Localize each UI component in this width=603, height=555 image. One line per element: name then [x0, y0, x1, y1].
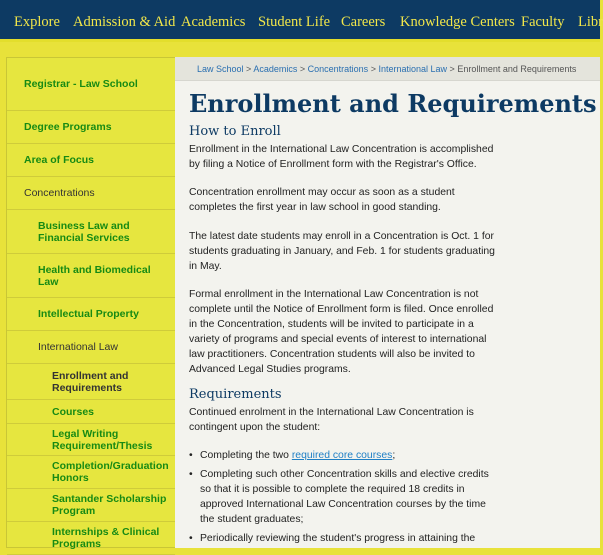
breadcrumb-separator: > — [299, 64, 306, 74]
list-item: • Completing such other Concentration skills and elective credits so that it is possible to complete the required 18 credits in approved International Law Concentration courses by the time the student graduates; — [189, 467, 501, 527]
breadcrumb-current: Enrollment and Requirements — [457, 64, 577, 74]
enroll-paragraph-4: Formal enrollment in the International Law Concentration is not complete until the Notice of Enrollment form is filed. Once enrolled in the Concentration, students will be invited to participate in a variety of programs and special events of interest to international law practitioners. Concentration students will also be invited to Advanced Legal Studies programs. — [189, 289, 494, 375]
sidebar — [6, 57, 175, 548]
nav-faculty[interactable]: Faculty — [521, 14, 565, 30]
sidebar-item-completion-honors[interactable]: Completion/Graduation Honors — [7, 456, 175, 489]
nav-admission-aid[interactable]: Admission & Aid — [73, 14, 176, 30]
sidebar-item-area-of-focus[interactable]: Area of Focus — [7, 144, 175, 177]
sidebar-item-courses[interactable]: Courses — [7, 400, 175, 424]
nav-academics[interactable]: Academics — [181, 14, 246, 30]
nav-student-life[interactable]: Student Life — [258, 14, 331, 30]
nav-explore[interactable]: Explore — [14, 14, 60, 30]
sidebar-item-health-biomedical-law[interactable]: Health and Biomedical Law — [7, 254, 175, 298]
breadcrumb-link-law-school[interactable]: Law School — [197, 64, 244, 74]
sidebar-item-legal-writing[interactable]: Legal Writing Requirement/Thesis — [7, 424, 175, 456]
top-navigation — [0, 0, 603, 42]
sidebar-item-international-law[interactable]: International Law — [7, 331, 175, 364]
breadcrumb-separator: > — [246, 64, 252, 74]
breadcrumb-link-academics[interactable]: Academics — [253, 64, 298, 74]
main-content — [175, 57, 600, 548]
nav-libraries[interactable]: Libr — [578, 14, 603, 30]
requirements-list — [189, 448, 501, 550]
sidebar-item-registrar[interactable]: Registrar - Law School — [7, 58, 175, 111]
breadcrumb — [175, 57, 600, 81]
nav-careers[interactable]: Careers — [341, 14, 386, 30]
sidebar-item-business-law[interactable]: Business Law and Financial Services — [7, 210, 175, 254]
breadcrumb-link-international-law[interactable]: International Law — [378, 64, 448, 74]
bullet-text: ; — [392, 450, 396, 461]
breadcrumb-separator: > — [449, 64, 455, 74]
list-item: • Periodically reviewing the student's progress in attaining the — [189, 531, 501, 546]
sidebar-item-degree-programs[interactable]: Degree Programs — [7, 111, 175, 144]
how-to-enroll-heading: How to Enroll — [189, 124, 281, 139]
enroll-paragraph-1: Enrollment in the International Law Concentration is accomplished by filing a Notice of Enrollment form with the Registrar's Office. — [189, 144, 494, 170]
nav-knowledge-centers[interactable]: Knowledge Centers — [400, 14, 515, 30]
required-core-courses-link[interactable]: required core courses — [291, 450, 393, 461]
requirements-heading: Requirements — [189, 387, 282, 402]
sidebar-item-intellectual-property[interactable]: Intellectual Property — [7, 298, 175, 331]
breadcrumb-separator: > — [370, 64, 376, 74]
enroll-paragraph-2: Concentration enrollment may occur as soon as a student completes the first year in law school in good standing. — [189, 187, 455, 213]
enroll-paragraph-3: The latest date students may enroll in a Concentration is Oct. 1 for students graduating in January, and Feb. 1 for students graduating in May. — [189, 231, 495, 272]
sidebar-item-concentrations[interactable]: Concentrations — [7, 177, 175, 210]
list-item — [189, 448, 501, 463]
sidebar-item-enrollment-requirements[interactable]: Enrollment and Requirements — [7, 364, 175, 400]
breadcrumb-link-concentrations[interactable]: Concentrations — [307, 64, 369, 74]
requirements-intro: Continued enrolment in the International Law Concentration is contingent upon the student: — [189, 407, 474, 433]
sidebar-item-santander-scholarship[interactable]: Santander Scholarship Program — [7, 489, 175, 522]
sidebar-item-internships-clinical[interactable]: Internships & Clinical Programs — [7, 522, 175, 555]
bullet-text: Completing the two — [200, 450, 292, 461]
page-title: Enrollment and Requirements — [189, 89, 597, 118]
